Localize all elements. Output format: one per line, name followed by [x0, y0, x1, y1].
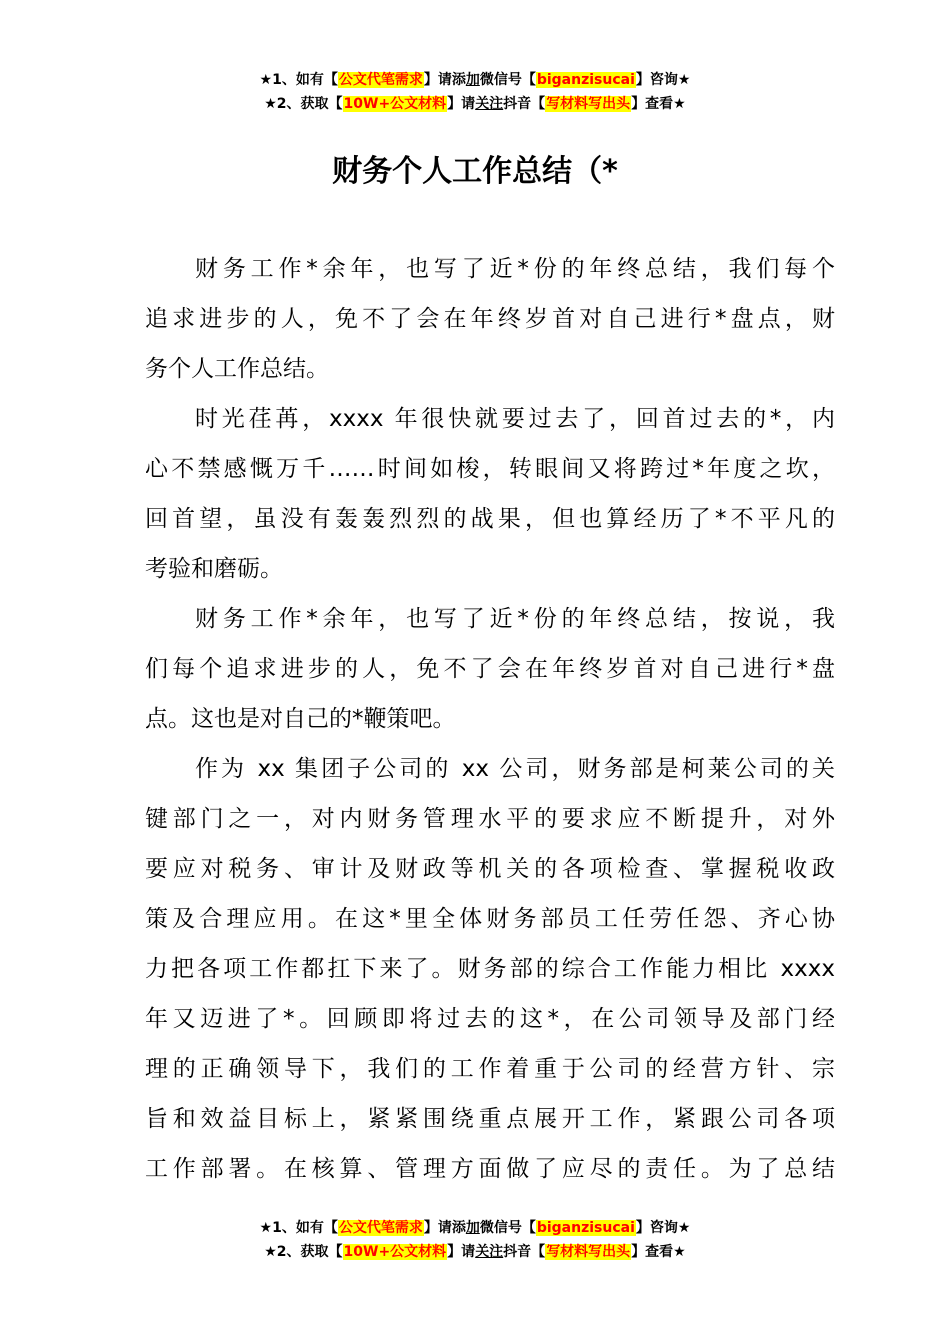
- paragraph-3: [145, 594, 835, 744]
- paragraph-line: 心不禁感慨万千……时间如梭，转眼间又将跨过*年度之坎，: [145, 456, 835, 482]
- highlight-materials: 10W+公文材料: [343, 1244, 447, 1260]
- paragraph-line: 们每个追求进步的人，免不了会在年终岁首对自己进行*盘: [145, 656, 835, 682]
- paragraph-line: 要应对税务、审计及财政等机关的各项检查、掌握税收政: [145, 856, 835, 882]
- paragraph-line: 追求进步的人，免不了会在年终岁首对自己进行*盘点，财: [145, 306, 835, 332]
- paragraph-line: 务个人工作总结。: [145, 356, 329, 382]
- paragraph-line: 理的正确领导下，我们的工作着重于公司的经营方针、宗: [145, 1056, 835, 1082]
- paragraph-line: 时光荏苒，xxxx 年很快就要过去了，回首过去的*，内: [195, 406, 835, 432]
- paragraph-line: 策及合理应用。在这*里全体财务部员工任劳任怨、齐心协: [145, 906, 835, 932]
- highlight-douyin-id: 写材料写出头: [546, 96, 631, 112]
- highlight-douyin-id: 写材料写出头: [546, 1244, 631, 1260]
- paragraph-line: 财务工作*余年，也写了近*份的年终总结，我们每个: [195, 256, 835, 282]
- paragraph-line: 考验和磨砺。: [145, 556, 283, 582]
- paragraph-line: 回首望，虽没有轰轰烈烈的战果，但也算经历了*不平凡的: [145, 506, 835, 532]
- highlight-service: 公文代笔需求: [338, 72, 423, 88]
- paragraph-line: 作为 xx 集团子公司的 xx 公司，财务部是柯莱公司的关: [195, 756, 835, 782]
- footer-banner: [0, 1216, 950, 1264]
- highlight-materials: 10W+公文材料: [343, 96, 447, 112]
- banner-line-2: ★2、获取【10W+公文材料】请关注抖音【写材料写出头】查看★: [264, 96, 686, 112]
- document-title: 财务个人工作总结（*: [332, 154, 618, 189]
- paragraph-line: 旨和效益目标上，紧紧围绕重点展开工作，紧跟公司各项: [145, 1106, 835, 1132]
- paragraph-1: [145, 244, 835, 394]
- banner-line-1: ★1、如有【公文代笔需求】请添加微信号【biganzisucai】咨询★: [259, 72, 691, 88]
- highlight-service: 公文代笔需求: [338, 1220, 423, 1236]
- document-body: [145, 244, 835, 1194]
- paragraph-2: [145, 394, 835, 594]
- paragraph-line: 年又迈进了*。回顾即将过去的这*，在公司领导及部门经: [145, 1006, 835, 1032]
- paragraph-line: 力把各项工作都扛下来了。财务部的综合工作能力相比 xxxx: [145, 956, 835, 982]
- banner-line-2: ★2、获取【10W+公文材料】请关注抖音【写材料写出头】查看★: [264, 1244, 686, 1260]
- header-banner: [0, 68, 950, 116]
- paragraph-line: 键部门之一，对内财务管理水平的要求应不断提升，对外: [145, 806, 835, 832]
- paragraph-line: 点。这也是对自己的*鞭策吧。: [145, 706, 456, 732]
- highlight-wechat-id: biganzisucai: [536, 72, 635, 88]
- banner-line-1: ★1、如有【公文代笔需求】请添加微信号【biganzisucai】咨询★: [259, 1220, 691, 1236]
- paragraph-line: 工作部署。在核算、管理方面做了应尽的责任。为了总结: [145, 1156, 835, 1182]
- paragraph-line: 财务工作*余年，也写了近*份的年终总结，按说，我: [195, 606, 835, 632]
- paragraph-4: [145, 744, 835, 1194]
- highlight-wechat-id: biganzisucai: [536, 1220, 635, 1236]
